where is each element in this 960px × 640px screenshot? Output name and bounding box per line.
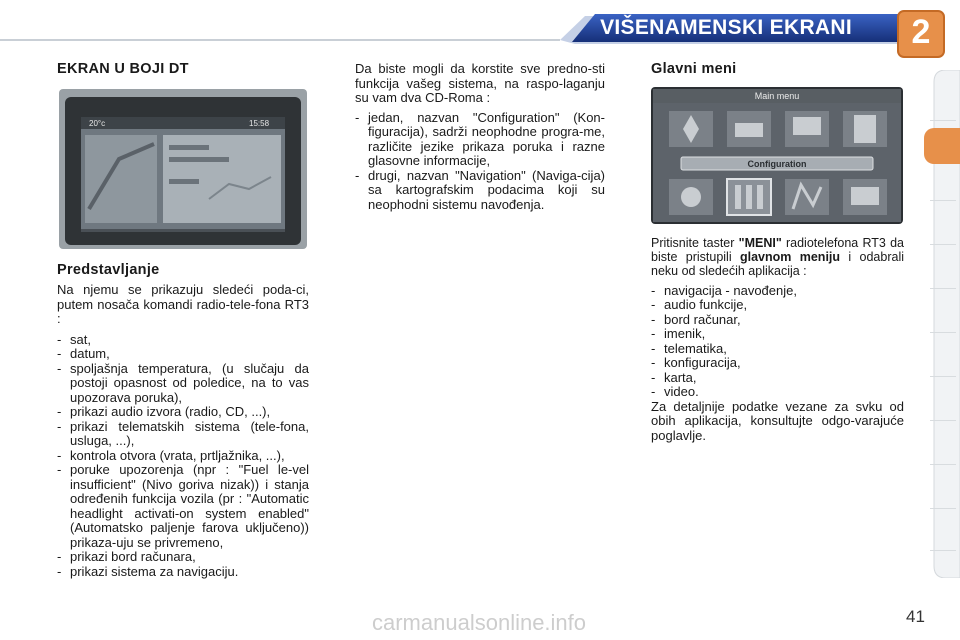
list-item: - jedan, nazvan "Configuration" (Kon-figuracija), sadrži neophodne progra-me, različite jezike prikaza poruka i razne glasovne informacije, (355, 111, 605, 169)
chapter-tab[interactable] (930, 120, 956, 121)
menu-instruction: Pritisnite taster "MENI" radiotelefona RT3 da biste pristupili glavnom meniju i odabrali neku od sledećih aplikacija : (651, 235, 905, 278)
video-icon (843, 179, 887, 215)
column-left (57, 62, 309, 579)
color-screen-photo (59, 89, 307, 249)
list-item: - poruke upozorenja (npr : "Fuel le-vel insufficient" (Nivo goriva nizak)) i stanja određenih funkcija vozila (pr : "Automatic headlight activati-on system enabled" (Automatsko paljenje farova uključeno)) prikaza-uju se privremeno, (57, 463, 309, 550)
list-item: - konfiguracija, (651, 356, 904, 371)
cdrom-list (355, 111, 605, 213)
chapter-tab[interactable] (930, 376, 956, 377)
audio-icon (727, 111, 771, 147)
list-item: - prikazi bord računara, (57, 550, 309, 565)
list-item: - drugi, nazvan "Navigation" (Naviga-cija) sa kartografskim podacima koji su neophodni sistemu navođenja. (355, 169, 605, 213)
list-item: - imenik, (651, 327, 904, 342)
column-middle (355, 62, 605, 212)
chapter-tab-active[interactable] (924, 128, 960, 164)
menu-screen-title: Main menu (754, 90, 800, 101)
list-item: - telematika, (651, 342, 904, 357)
list-item: - datum, (57, 347, 309, 362)
list-item: - prikazi telematskih sistema (tele-fona, usluga, ...), (57, 420, 309, 449)
section-heading-color-screen: EKRAN U BOJI DT (57, 61, 189, 77)
list-item: - audio funkcije, (651, 298, 904, 313)
chapter-tab[interactable] (930, 508, 956, 509)
telematics-icon (669, 179, 713, 215)
list-item: - prikazi audio izvora (radio, CD, ...), (57, 405, 309, 420)
chapter-tab[interactable] (930, 244, 956, 245)
closing-paragraph: Za detaljnije podatke vezane za svku od obih aplikacija, konsultujte odgo-varajuće poglavlje. (651, 398, 904, 443)
list-item: - kontrola otvora (vrata, prtljažnika, ...), (57, 449, 309, 464)
configuration-icon (727, 179, 771, 215)
display-items-list (57, 333, 309, 580)
directory-icon (843, 111, 887, 147)
navigation-icon (669, 111, 713, 147)
list-item: - video. (651, 385, 904, 400)
section-heading-main-menu: Glavni meni (651, 61, 737, 77)
list-item: - navigacija - navođenje, (651, 284, 904, 299)
menu-selected-item: Configuration (747, 158, 807, 169)
chapter-tab[interactable] (930, 464, 956, 465)
chapter-tab[interactable] (930, 550, 956, 551)
list-item: - karta, (651, 371, 904, 386)
list-item: - prikazi sistema za navigaciju. (57, 565, 309, 580)
screen-time: 15:58 (249, 118, 270, 128)
main-menu-screenshot (651, 87, 903, 224)
watermark: carmanualsonline.info (372, 610, 587, 635)
list-item: - sat, (57, 333, 309, 348)
page-title: VIŠENAMENSKI EKRANI (600, 16, 852, 39)
chapter-tab[interactable] (930, 200, 956, 201)
screen-temp: 20°c (89, 118, 106, 128)
chapter-tab[interactable] (930, 332, 956, 333)
cdrom-intro: Da biste mogli da korstite sve predno-sti funkcija vašeg sistema, na raspo-laganju su vam dva CD-Roma : (355, 61, 605, 105)
map-icon (785, 179, 829, 215)
list-item: - spoljašnja temperatura, (u slučaju da postoji opasnost od poledice, na to vas upozorava poruka), (57, 362, 309, 406)
computer-icon (785, 111, 829, 147)
list-item: - bord računar, (651, 313, 904, 328)
column-right (651, 62, 904, 443)
chapter-tab[interactable] (930, 420, 956, 421)
section-heading-intro: Predstavljanje (57, 261, 160, 278)
intro-paragraph: Na njemu se prikazuju sledeći poda-ci, putem nosača komandi radio-tele-fona RT3 : (57, 282, 309, 326)
chapter-tab[interactable] (930, 288, 956, 289)
chapter-number: 2 (911, 13, 931, 51)
page-number: 41 (906, 607, 925, 626)
applications-list (651, 284, 904, 400)
